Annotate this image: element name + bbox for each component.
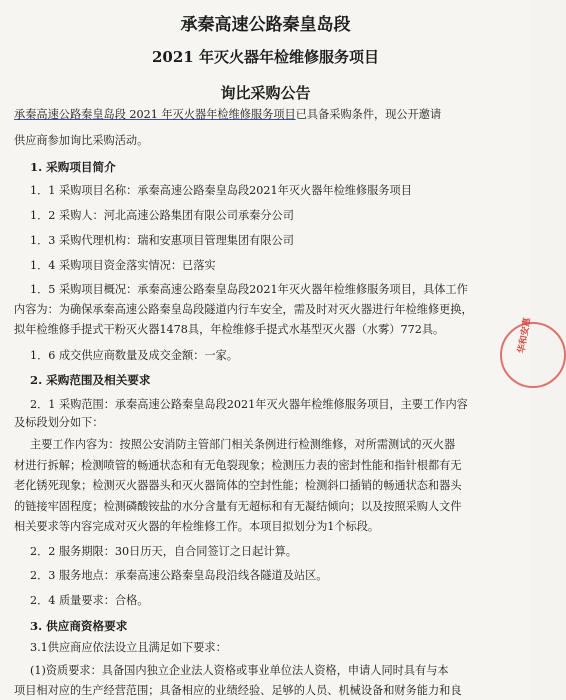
red-seal-stamp-text: 华和安惠 xyxy=(516,317,534,355)
intro-project-name: 承秦高速公路秦皇岛段 2021 年灭火器年检维修服务项目 xyxy=(14,108,296,121)
intro-line-1 xyxy=(14,108,441,122)
item-3-1-1-line-1: (1)资质要求：具备国内独立企业法人资格或事业单位法人资格，申请人同时具有与本 xyxy=(30,664,449,677)
item-1-1: 1．1 采购项目名称：承秦高速公路秦皇岛段2021年灭火器年检维修服务项目 xyxy=(30,184,412,197)
work-content-line-1: 主要工作内容为：按照公安消防主管部门相关条例进行检测维修，对所需测试的灭火器 xyxy=(30,438,456,451)
document-title-line2: 2021 年灭火器年检维修服务项目 xyxy=(152,48,379,66)
item-1-2: 1．2 采购人：河北高速公路集团有限公司承秦分公司 xyxy=(30,209,294,222)
item-1-6: 1．6 成交供应商数量及成交金额：一家。 xyxy=(30,349,238,362)
item-1-5-line-3: 拟年检维修手提式干粉灭火器1478具，年检维修手提式水基型灭火器（水雾）772具。 xyxy=(14,323,445,336)
item-2-2: 2．2 服务期限：30日历天，自合同签订之日起计算。 xyxy=(30,545,297,558)
intro-line-2: 供应商参加询比采购活动。 xyxy=(14,134,149,147)
item-3-1: 3.1供应商应依法设立且满足如下要求： xyxy=(30,641,227,654)
item-1-5-line-1: 1．5 采购项目概况：承秦高速公路秦皇岛段2021年灭火器年检维修服务项目，具体工作 xyxy=(30,283,468,296)
item-1-5-line-2: 内容为：为确保承秦高速公路秦皇岛段隧道内行车安全，需及时对灭火器进行年检维修更换， xyxy=(14,303,473,316)
item-2-1-line-2: 及标段划分如下： xyxy=(14,416,104,429)
item-1-4: 1．4 采购项目资金落实情况：已落实 xyxy=(30,259,216,272)
section-1-heading: 1. 采购项目简介 xyxy=(30,160,116,174)
work-content-line-5: 相关要求等内容完成对灭火器的年检维修工作。本项目拟划分为1个标段。 xyxy=(14,520,380,533)
document-title-line3: 询比采购公告 xyxy=(220,84,311,102)
item-3-1-1-line-2: 项目相对应的生产经营范围；具备相应的业绩经验、足够的人员、机械设备和财务能力和良 xyxy=(14,684,462,697)
section-3-heading: 3. 供应商资格要求 xyxy=(30,619,128,633)
item-2-3: 2．3 服务地点：承秦高速公路秦皇岛段沿线各隧道及站区。 xyxy=(30,569,328,582)
item-1-3: 1．3 采购代理机构：瑞和安惠项目管理集团有限公司 xyxy=(30,234,294,247)
work-content-line-3: 老化锈死现象；检测灭火器器头和灭火器筒体的空封性能；检测斜口插销的畅通状态和器头 xyxy=(14,479,462,492)
section-2-heading: 2. 采购范围及相关要求 xyxy=(30,373,151,387)
item-2-1-line-1: 2．1 采购范围：承秦高速公路秦皇岛段2021年灭火器年检维修服务项目，主要工作内容 xyxy=(30,398,468,411)
document-title-line1: 承秦高速公路秦皇岛段 xyxy=(180,15,351,35)
intro-line-1-tail: 已具备采购条件，现公开邀请 xyxy=(295,108,442,121)
item-2-4: 2．4 质量要求：合格。 xyxy=(30,594,149,607)
red-seal-stamp xyxy=(500,322,566,388)
work-content-line-2: 材进行拆解；检测喷管的畅通状态和有无龟裂现象；检测压力表的密封性能和指针根都有无 xyxy=(14,459,462,472)
work-content-line-4: 的链接牢固程度；检测磷酸铵盐的水分含量有无超标和有无凝结倾向；以及按照采购人文件 xyxy=(14,500,462,513)
